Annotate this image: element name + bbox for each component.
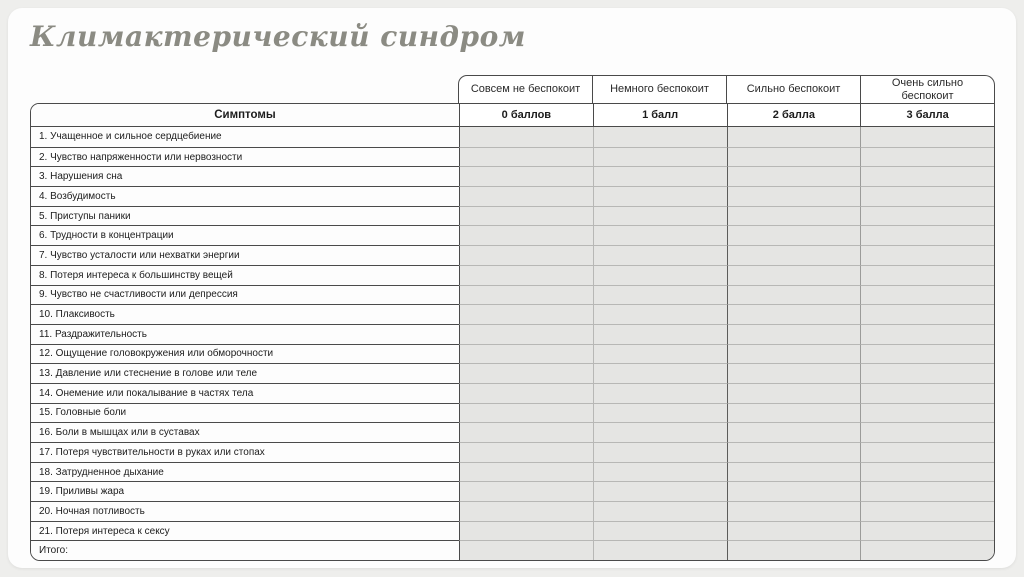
score-cell-1pt[interactable] bbox=[593, 245, 727, 265]
score-cell-2pt[interactable] bbox=[727, 363, 861, 383]
score-cell-2pt[interactable] bbox=[727, 186, 861, 206]
score-cell-0pt[interactable] bbox=[459, 206, 593, 226]
score-cell-1pt[interactable] bbox=[593, 186, 727, 206]
score-cell-0pt[interactable] bbox=[459, 363, 593, 383]
score-cell-2pt[interactable] bbox=[727, 422, 861, 442]
score-cell-2pt[interactable] bbox=[727, 501, 861, 521]
total-score-cell-1pt[interactable] bbox=[593, 540, 727, 560]
symptom-label: 4. Возбудимость bbox=[31, 186, 459, 206]
score-cell-1pt[interactable] bbox=[593, 166, 727, 186]
table-header-row bbox=[31, 104, 994, 127]
score-header-1: 1 балл bbox=[593, 104, 727, 126]
score-cell-3pt[interactable] bbox=[860, 501, 994, 521]
score-cell-0pt[interactable] bbox=[459, 383, 593, 403]
table-row bbox=[31, 206, 994, 226]
table-row bbox=[31, 324, 994, 344]
frequency-header-band bbox=[458, 75, 995, 103]
score-cell-0pt[interactable] bbox=[459, 285, 593, 305]
table-row bbox=[31, 127, 994, 147]
score-cell-0pt[interactable] bbox=[459, 344, 593, 364]
symptom-label: 3. Нарушения сна bbox=[31, 166, 459, 186]
score-cell-2pt[interactable] bbox=[727, 521, 861, 541]
table-row bbox=[31, 147, 994, 167]
score-cell-3pt[interactable] bbox=[860, 481, 994, 501]
total-score-cell-0pt[interactable] bbox=[459, 540, 593, 560]
symptom-label: 10. Плаксивость bbox=[31, 304, 459, 324]
score-cell-0pt[interactable] bbox=[459, 166, 593, 186]
score-cell-1pt[interactable] bbox=[593, 304, 727, 324]
symptoms-column-header: Симптомы bbox=[31, 104, 459, 126]
score-cell-0pt[interactable] bbox=[459, 265, 593, 285]
score-cell-0pt[interactable] bbox=[459, 147, 593, 167]
score-cell-3pt[interactable] bbox=[860, 285, 994, 305]
score-cell-2pt[interactable] bbox=[727, 304, 861, 324]
table-row bbox=[31, 422, 994, 442]
score-header-0: 0 баллов bbox=[459, 104, 593, 126]
score-cell-0pt[interactable] bbox=[459, 521, 593, 541]
score-cell-1pt[interactable] bbox=[593, 265, 727, 285]
score-cell-1pt[interactable] bbox=[593, 422, 727, 442]
score-cell-0pt[interactable] bbox=[459, 442, 593, 462]
score-cell-1pt[interactable] bbox=[593, 442, 727, 462]
score-cell-2pt[interactable] bbox=[727, 206, 861, 226]
symptom-label: 15. Головные боли bbox=[31, 403, 459, 423]
frequency-header-little: Немного беспокоит bbox=[592, 76, 726, 103]
table-row bbox=[31, 186, 994, 206]
table-row bbox=[31, 403, 994, 423]
table-row bbox=[31, 442, 994, 462]
score-cell-0pt[interactable] bbox=[459, 225, 593, 245]
score-cell-0pt[interactable] bbox=[459, 304, 593, 324]
symptom-label: 5. Приступы паники bbox=[31, 206, 459, 226]
symptom-label: 14. Онемение или покалывание в частях тела bbox=[31, 383, 459, 403]
table-row bbox=[31, 383, 994, 403]
table-row bbox=[31, 521, 994, 541]
score-cell-0pt[interactable] bbox=[459, 127, 593, 147]
score-header-2: 2 балла bbox=[727, 104, 861, 126]
score-cell-0pt[interactable] bbox=[459, 501, 593, 521]
total-score-cell-2pt[interactable] bbox=[727, 540, 861, 560]
symptoms-table bbox=[30, 103, 995, 561]
score-cell-2pt[interactable] bbox=[727, 442, 861, 462]
symptom-label: 6. Трудности в концентрации bbox=[31, 225, 459, 245]
symptom-label: 20. Ночная потливость bbox=[31, 501, 459, 521]
total-row bbox=[31, 540, 994, 560]
score-cell-1pt[interactable] bbox=[593, 383, 727, 403]
score-cell-2pt[interactable] bbox=[727, 462, 861, 482]
score-cell-1pt[interactable] bbox=[593, 225, 727, 245]
table-row bbox=[31, 304, 994, 324]
score-cell-3pt[interactable] bbox=[860, 324, 994, 344]
score-cell-2pt[interactable] bbox=[727, 265, 861, 285]
score-cell-3pt[interactable] bbox=[860, 462, 994, 482]
score-cell-3pt[interactable] bbox=[860, 304, 994, 324]
score-cell-3pt[interactable] bbox=[860, 383, 994, 403]
score-cell-3pt[interactable] bbox=[860, 422, 994, 442]
score-cell-1pt[interactable] bbox=[593, 363, 727, 383]
score-cell-3pt[interactable] bbox=[860, 225, 994, 245]
table-row bbox=[31, 225, 994, 245]
score-cell-1pt[interactable] bbox=[593, 481, 727, 501]
score-cell-0pt[interactable] bbox=[459, 462, 593, 482]
score-cell-2pt[interactable] bbox=[727, 344, 861, 364]
score-cell-3pt[interactable] bbox=[860, 206, 994, 226]
score-cell-1pt[interactable] bbox=[593, 127, 727, 147]
score-cell-2pt[interactable] bbox=[727, 324, 861, 344]
score-cell-2pt[interactable] bbox=[727, 147, 861, 167]
table-row bbox=[31, 265, 994, 285]
score-cell-0pt[interactable] bbox=[459, 481, 593, 501]
score-cell-3pt[interactable] bbox=[860, 344, 994, 364]
score-cell-2pt[interactable] bbox=[727, 225, 861, 245]
score-cell-2pt[interactable] bbox=[727, 285, 861, 305]
symptom-label: 8. Потеря интереса к большинству вещей bbox=[31, 265, 459, 285]
score-cell-2pt[interactable] bbox=[727, 245, 861, 265]
score-cell-1pt[interactable] bbox=[593, 462, 727, 482]
score-cell-3pt[interactable] bbox=[860, 147, 994, 167]
score-header-3: 3 балла bbox=[860, 104, 994, 126]
symptom-label: 19. Приливы жара bbox=[31, 481, 459, 501]
frequency-header-strong: Сильно беспокоит bbox=[726, 76, 860, 103]
score-cell-1pt[interactable] bbox=[593, 501, 727, 521]
table-row bbox=[31, 501, 994, 521]
symptom-label: 12. Ощущение головокружения или обморочности bbox=[31, 344, 459, 364]
table-row bbox=[31, 285, 994, 305]
score-cell-1pt[interactable] bbox=[593, 147, 727, 167]
score-cell-3pt[interactable] bbox=[860, 127, 994, 147]
frequency-header-very-strong: Очень сильно беспокоит bbox=[860, 76, 994, 103]
table-row bbox=[31, 462, 994, 482]
score-cell-3pt[interactable] bbox=[860, 363, 994, 383]
score-cell-1pt[interactable] bbox=[593, 403, 727, 423]
total-label: Итого: bbox=[31, 540, 459, 560]
score-cell-1pt[interactable] bbox=[593, 521, 727, 541]
score-cell-2pt[interactable] bbox=[727, 383, 861, 403]
score-cell-3pt[interactable] bbox=[860, 521, 994, 541]
symptom-label: 1. Учащенное и сильное сердцебиение bbox=[31, 127, 459, 147]
score-cell-3pt[interactable] bbox=[860, 166, 994, 186]
score-cell-3pt[interactable] bbox=[860, 245, 994, 265]
symptom-label: 16. Боли в мышцах или в суставах bbox=[31, 422, 459, 442]
score-cell-0pt[interactable] bbox=[459, 422, 593, 442]
table-row bbox=[31, 481, 994, 501]
symptom-label: 7. Чувство усталости или нехватки энергии bbox=[31, 245, 459, 265]
page-title: Климактерический синдром bbox=[30, 20, 526, 53]
score-cell-3pt[interactable] bbox=[860, 403, 994, 423]
score-cell-2pt[interactable] bbox=[727, 403, 861, 423]
score-cell-3pt[interactable] bbox=[860, 186, 994, 206]
table-row bbox=[31, 245, 994, 265]
score-cell-1pt[interactable] bbox=[593, 344, 727, 364]
frequency-header-none: Совсем не беспокоит bbox=[470, 83, 581, 96]
symptom-label: 17. Потеря чувствительности в руках или стопах bbox=[31, 442, 459, 462]
table-row bbox=[31, 363, 994, 383]
table-row bbox=[31, 166, 994, 186]
score-cell-3pt[interactable] bbox=[860, 442, 994, 462]
table-row bbox=[31, 344, 994, 364]
symptom-label: 2. Чувство напряженности или нервозности bbox=[31, 147, 459, 167]
score-cell-0pt[interactable] bbox=[459, 186, 593, 206]
symptom-label: 21. Потеря интереса к сексу bbox=[31, 521, 459, 541]
score-cell-1pt[interactable] bbox=[593, 285, 727, 305]
total-score-cell-3pt[interactable] bbox=[860, 540, 994, 560]
symptom-label: 13. Давление или стеснение в голове или теле bbox=[31, 363, 459, 383]
score-cell-0pt[interactable] bbox=[459, 324, 593, 344]
score-cell-2pt[interactable] bbox=[727, 166, 861, 186]
symptom-label: 18. Затрудненное дыхание bbox=[31, 462, 459, 482]
score-cell-2pt[interactable] bbox=[727, 127, 861, 147]
score-cell-1pt[interactable] bbox=[593, 206, 727, 226]
score-cell-0pt[interactable] bbox=[459, 245, 593, 265]
score-cell-3pt[interactable] bbox=[860, 265, 994, 285]
score-cell-2pt[interactable] bbox=[727, 481, 861, 501]
score-cell-1pt[interactable] bbox=[593, 324, 727, 344]
score-cell-0pt[interactable] bbox=[459, 403, 593, 423]
symptom-label: 11. Раздражительность bbox=[31, 324, 459, 344]
symptom-label: 9. Чувство не счастливости или депрессия bbox=[31, 285, 459, 305]
